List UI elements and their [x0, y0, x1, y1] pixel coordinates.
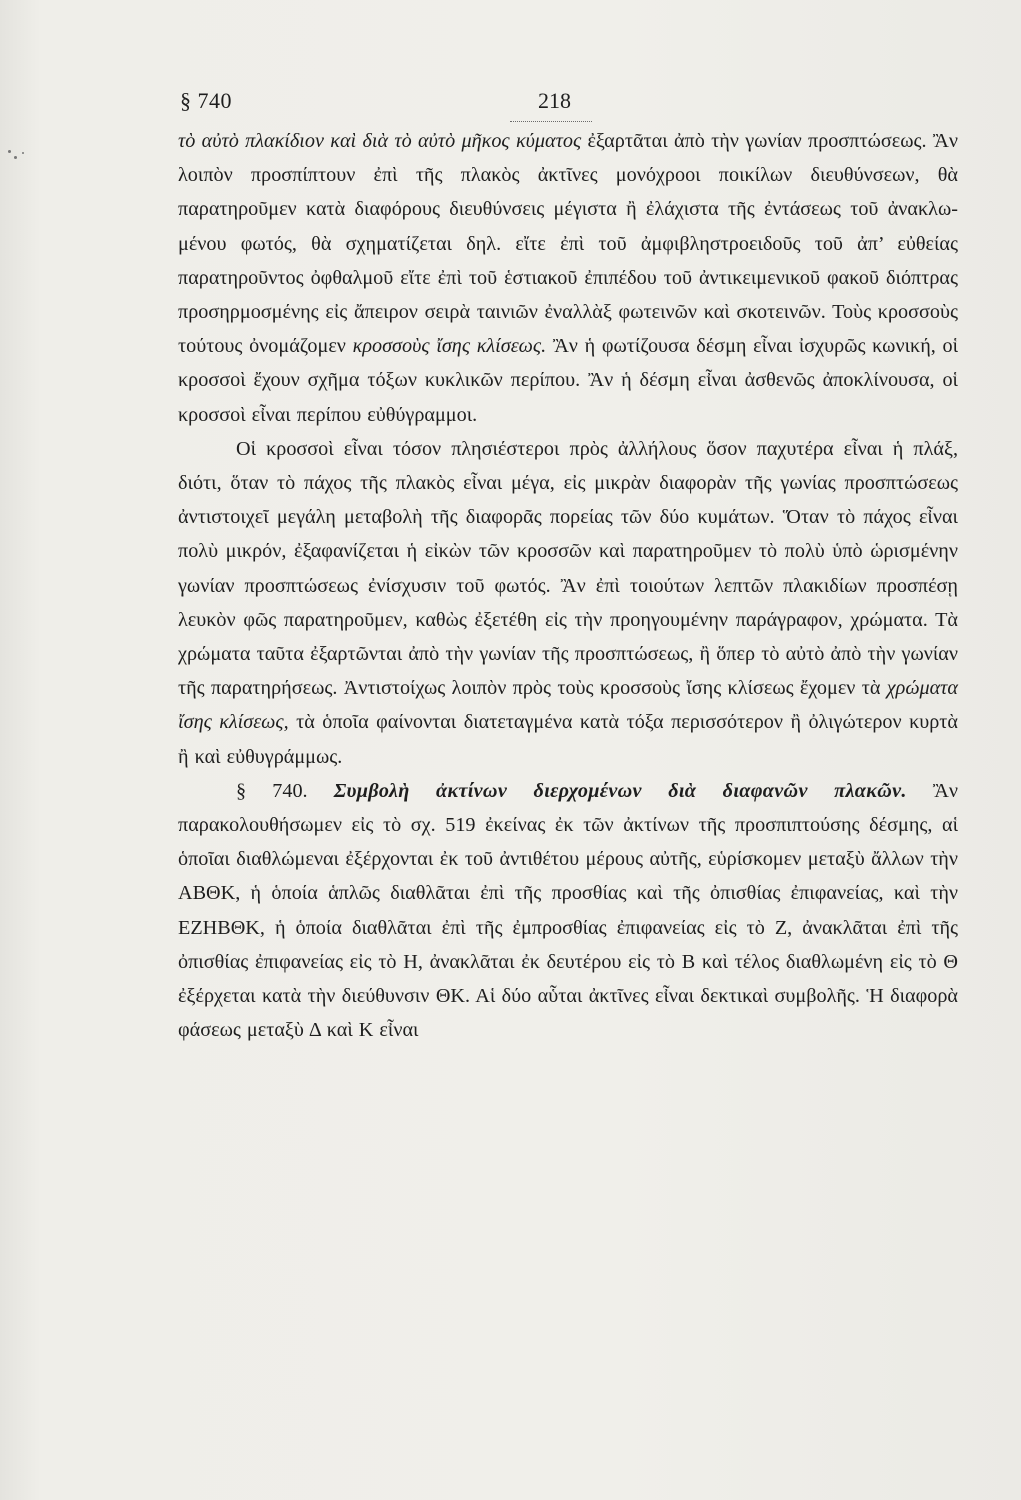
italic-term: κροσσοὺς ἴσης κλίσεως.: [352, 335, 547, 358]
section-title: Συμβολὴ ἀκτίνων διερχομένων διὰ διαφανῶν πλακῶν.: [333, 779, 907, 802]
header-section-number: § 740: [180, 88, 232, 113]
italic-term: τὸ αὐτὸ πλακίδιον καὶ διὰ τὸ αὐτὸ μῆκος κύματος: [178, 130, 582, 152]
text-run: τὰ ὁποῖα φαίνονται διατεταγμένα κατὰ τόξα περισσότερον ἢ ὀλιγώτερον κυρτὰ ἢ καὶ εὐθυγράμμως.: [178, 711, 958, 768]
italic-term: χρώματα ἴσης κλίσεως,: [178, 677, 958, 734]
text-run: Ἂν ἡ φωτίζουσα δέσμη εἶναι ἰσχυρῶς κωνική, οἱ κροσσοὶ ἔχουν σχῆμα τόξων κυκλικῶν περίπου. Ἂν ἡ δέσμη εἶναι ἀσθενῶς ἀποκλίνουσα, οἱ κροσσοὶ εἶναι περίπου εὐθύγραμμοι.: [178, 335, 959, 426]
text-run: Ἂν παρακολουθήσωμεν εἰς τὸ σχ. 519 ἐκείνας ἐκ τῶν ἀκτίνων τῆς προσπιπτούσης δέσμης, αἱ ὁποῖαι διαθλώμεναι ἐξέρχονται ἐκ τοῦ ἀντιθέτου μέρους αὐτῆς, εὑρίσκομεν μεταξὺ ἄλλων τὴν ΑΒΘΚ, ἡ ὁποία ἁπλῶς διαθλᾶται ἐπὶ τῆς προσθίας καὶ τῆς ὀπισθίας ἐπιφανείας, καὶ τὴν ΕΖΗΒΘΚ, ἡ ὁποία διαθλᾶται ἐπὶ τῆς ἐμπροσθίας ἐπιφανείας εἰς τὸ Ζ, ἀνακλᾶται ἐπὶ τῆς ὀπισθίας ἐπιφανείας εἰς τὸ Η, ἀνακλᾶται ἐκ δευτέρου εἰς τὸ Β καὶ τέλος διαθλωμένη εἰς τὸ Θ ἐξέρχεται κατὰ τὴν διεύθυνσιν ΘΚ. Αἱ δύο αὗται ἀκτῖνες εἶναι δεκτικαὶ συμβολῆς. Ἡ διαφορὰ φάσεως μεταξὺ Δ καὶ Κ εἶναι: [178, 779, 958, 1042]
page-number: 218: [538, 88, 571, 113]
paragraph: [178, 774, 958, 1048]
header-ornament-rule: [510, 121, 592, 122]
running-header: [180, 88, 957, 128]
text-run: § 740.: [236, 779, 334, 802]
scan-speck-decoration: [0, 120, 40, 180]
text-run: Οἱ κροσσοὶ εἶναι τόσον πλησιέστεροι πρὸς ἀλλήλους ὅσον παχυτέρα εἶναι ἡ πλάξ, διότι, ὅταν τὸ πάχος τῆς πλακὸς εἶναι μέγα, εἰς μικρὰν διαφορὰν τῆς γωνίας προσπτώσεως ἀντιστοιχεῖ μεγάλη μεταβολὴ τῆς διαφορᾶς πορείας τῶν δύο κυμάτων. Ὅταν τὸ πάχος εἶναι πολὺ μικρόν, ἐξαφανίζεται ἡ εἰκὼν τῶν κροσσῶν καὶ παρατηροῦμεν τὸ πολὺ ὑπὸ ὡρισμένην γωνίαν προσπτώσεως ἐνίσχυσιν τοῦ φωτός. Ἂν ἐπὶ τοιούτων λεπτῶν πλακιδίων προσπέσῃ λευκὸν φῶς παρατηροῦμεν, καθὼς ἐξετέθη εἰς τὴν προηγουμένην παράγραφον, χρώματα. Τὰ χρώματα ταῦτα ἐξαρτῶνται ἀπὸ τὴν γωνίαν τῆς προσπτώσεως, ἢ ὅπερ τὸ αὐτὸ ἀπὸ τὴν γωνίαν τῆς παρατηρήσεως. Ἀντιστοίχως λοιπὸν πρὸς τοὺς κροσσοὺς ἴσης κλίσεως ἔχομεν τὰ: [178, 437, 958, 700]
paragraph: [178, 432, 958, 774]
paragraph: [178, 124, 958, 432]
text-run: ἐξαρτᾶται ἀπὸ τὴν γωνίαν προσπτώσεως. Ἂν λοιπὸν προσπίπτουν ἐπὶ τῆς πλακὸς ἀκτῖνες μονόχροοι ποικίλων διευθύνσεων, θὰ παρατηροῦμεν κατὰ διαφόρους διευθύνσεις μέγιστα ἢ ἐλάχιστα τῆς ἐντάσεως τοῦ ἀνακλωμένου φωτός, θὰ σχηματίζεται δηλ. εἴτε ἐπὶ τοῦ ἀμφιβληστροειδοῦς τοῦ ἀπ’ εὐθείας παρατηροῦντος ὀφθαλμοῦ εἴτε ἐπὶ τοῦ ἑστιακοῦ ἐπιπέδου τοῦ ἀντικειμενικοῦ φακοῦ διόπτρας προσηρμοσμένης εἰς ἄπειρον σειρὰ ταινιῶν ἐναλλὰξ φωτεινῶν καὶ σκοτεινῶν. Τοὺς κροσσοὺς τούτους ὀνομάζομεν: [178, 130, 958, 358]
body-text: [178, 124, 958, 1047]
